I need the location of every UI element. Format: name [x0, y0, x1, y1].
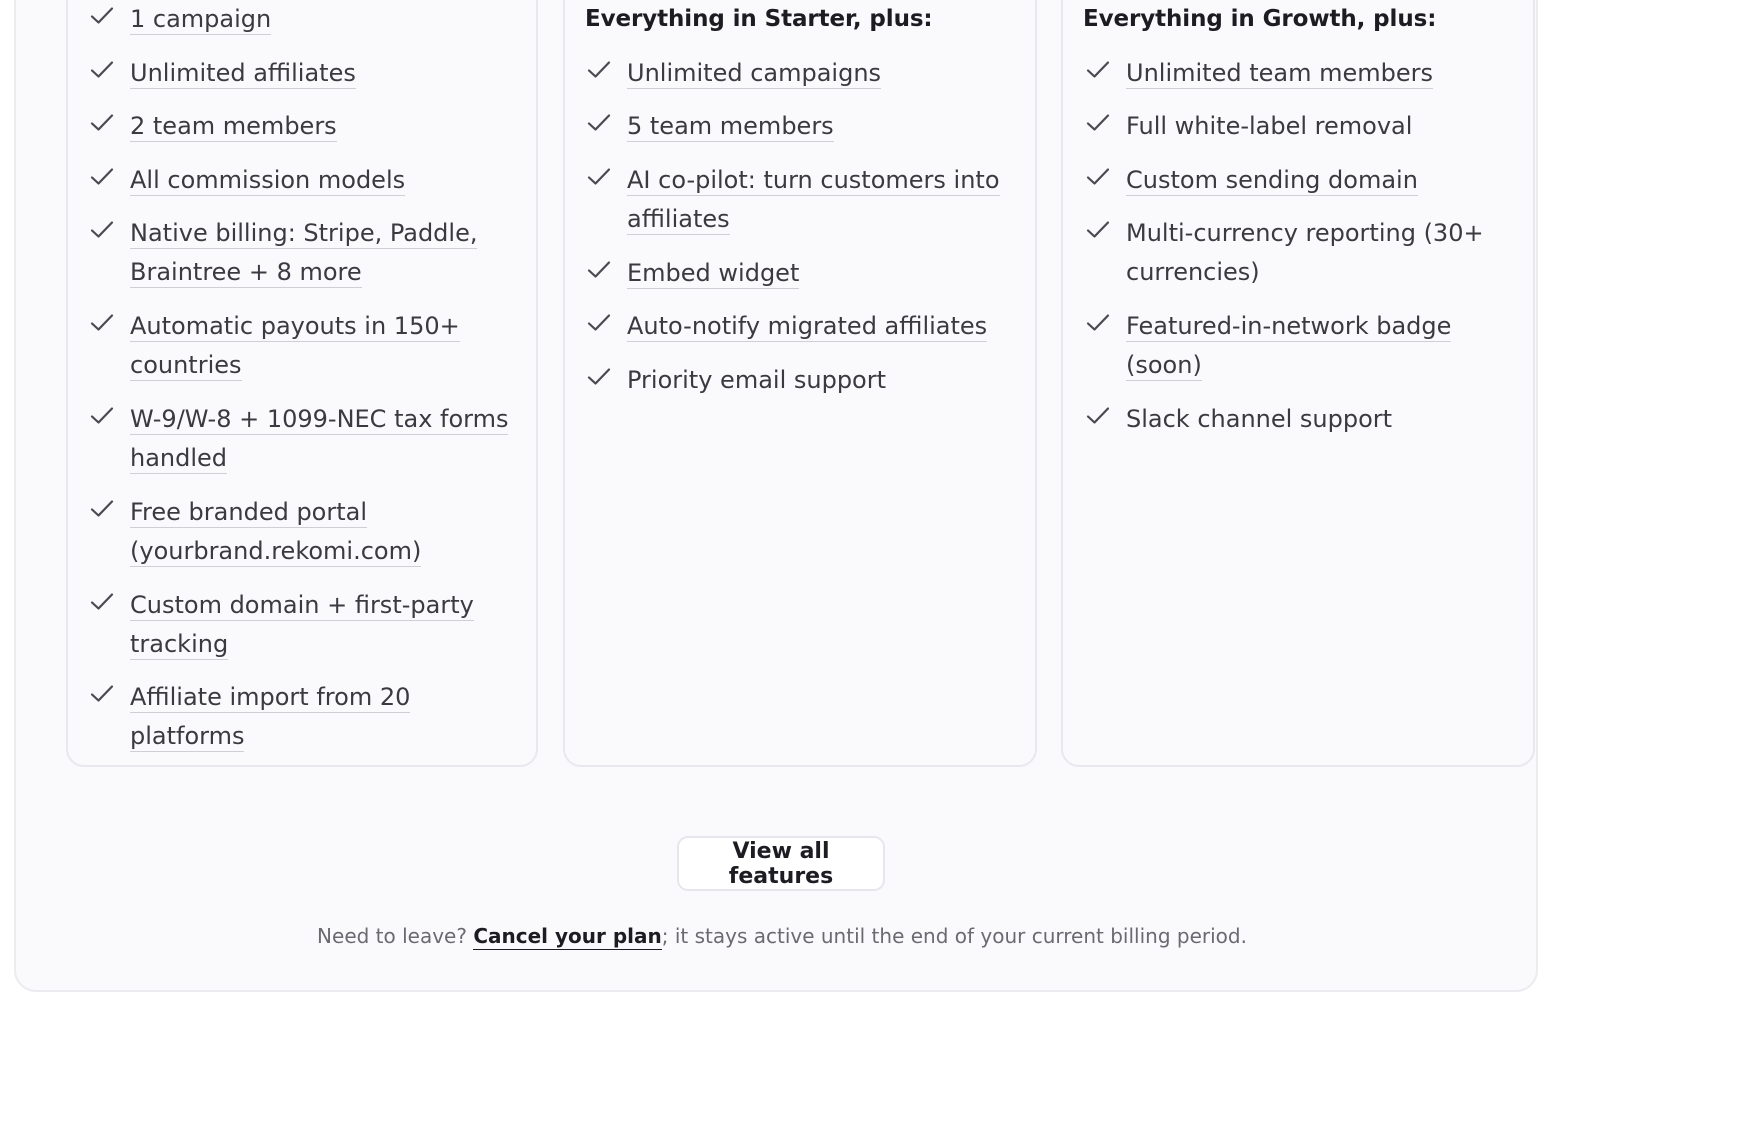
feature-line: Auto-notify migrated affiliates — [627, 312, 988, 340]
starter-feature-label — [130, 493, 421, 571]
check-icon — [90, 311, 114, 335]
check-icon — [587, 165, 611, 189]
feature-line: Priority email support — [627, 366, 887, 394]
check-icon — [90, 111, 114, 135]
starter-feature-label — [130, 161, 405, 200]
check-icon — [1086, 165, 1110, 189]
starter-feature-label — [130, 214, 477, 292]
feature-line: Custom domain + first-party — [130, 591, 474, 619]
check-icon — [90, 590, 114, 614]
starter-feature-label — [130, 400, 508, 478]
feature-line: Unlimited campaigns — [627, 59, 882, 87]
check-icon — [90, 682, 114, 706]
growth-feature-label — [627, 361, 886, 400]
scale-plus-title: Everything in Growth, plus: — [1083, 6, 1437, 32]
feature-line: handled — [130, 444, 228, 472]
growth-feature-label — [627, 307, 987, 346]
starter-feature-label — [130, 54, 356, 93]
feature-line: Unlimited affiliates — [130, 59, 356, 87]
feature-line: platforms — [130, 722, 245, 750]
cancel-note — [0, 924, 1564, 948]
feature-line: countries — [130, 351, 242, 379]
starter-feature-label — [130, 586, 474, 664]
cancel-note-suffix: ; it stays active until the end of your current billing period. — [661, 924, 1247, 948]
feature-line: Custom sending domain — [1126, 166, 1418, 194]
feature-line: W-9/W-8 + 1099-NEC tax forms — [130, 405, 509, 433]
check-icon — [587, 58, 611, 82]
feature-line: Free branded portal — [130, 498, 368, 526]
feature-line: Slack channel support — [1126, 405, 1393, 433]
growth-feature-label — [627, 161, 1000, 239]
feature-line: 1 campaign — [130, 5, 272, 33]
check-icon — [587, 311, 611, 335]
view-all-features-button[interactable]: View all features — [677, 836, 885, 891]
growth-plus-title: Everything in Starter, plus: — [585, 6, 933, 32]
feature-line: Unlimited team members — [1126, 59, 1433, 87]
feature-line: tracking — [130, 630, 229, 658]
check-icon — [90, 497, 114, 521]
feature-line: Embed widget — [627, 259, 800, 287]
feature-line: Native billing: Stripe, Paddle, — [130, 219, 478, 247]
feature-line: All commission models — [130, 166, 406, 194]
growth-feature-label — [627, 254, 799, 293]
feature-line: affiliates — [627, 205, 730, 233]
check-icon — [1086, 218, 1110, 242]
check-icon — [587, 258, 611, 282]
check-icon — [90, 404, 114, 428]
cancel-plan-link[interactable]: Cancel your plan — [473, 924, 662, 948]
check-icon — [1086, 311, 1110, 335]
growth-feature-label — [627, 107, 834, 146]
check-icon — [587, 365, 611, 389]
cancel-note-prefix: Need to leave? — [317, 924, 474, 948]
feature-line: Featured-in-network badge — [1126, 312, 1452, 340]
feature-line: Braintree + 8 more — [130, 258, 362, 286]
feature-line: currencies) — [1126, 258, 1260, 286]
feature-line: Affiliate import from 20 — [130, 683, 411, 711]
starter-feature-label — [130, 678, 410, 756]
scale-feature-label — [1126, 161, 1418, 200]
feature-line: Full white-label removal — [1126, 112, 1413, 140]
feature-line: AI co-pilot: turn customers into — [627, 166, 1000, 194]
starter-feature-label — [130, 0, 271, 39]
starter-feature-label — [130, 307, 460, 385]
scale-feature-label — [1126, 214, 1484, 292]
scale-feature-label — [1126, 54, 1433, 93]
scale-feature-label — [1126, 307, 1451, 385]
check-icon — [90, 58, 114, 82]
check-icon — [1086, 404, 1110, 428]
feature-line: (soon) — [1126, 351, 1202, 379]
check-icon — [1086, 58, 1110, 82]
feature-line: 2 team members — [130, 112, 337, 140]
scale-feature-label — [1126, 107, 1412, 146]
feature-line: Multi-currency reporting (30+ — [1126, 219, 1484, 247]
starter-feature-label — [130, 107, 337, 146]
scale-feature-label — [1126, 400, 1392, 439]
feature-line: (yourbrand.rekomi.com) — [130, 537, 422, 565]
growth-feature-label — [627, 54, 881, 93]
feature-line: 5 team members — [627, 112, 834, 140]
check-icon — [587, 111, 611, 135]
check-icon — [90, 218, 114, 242]
check-icon — [1086, 111, 1110, 135]
feature-line: Automatic payouts in 150+ — [130, 312, 460, 340]
check-icon — [90, 165, 114, 189]
check-icon — [90, 4, 114, 28]
